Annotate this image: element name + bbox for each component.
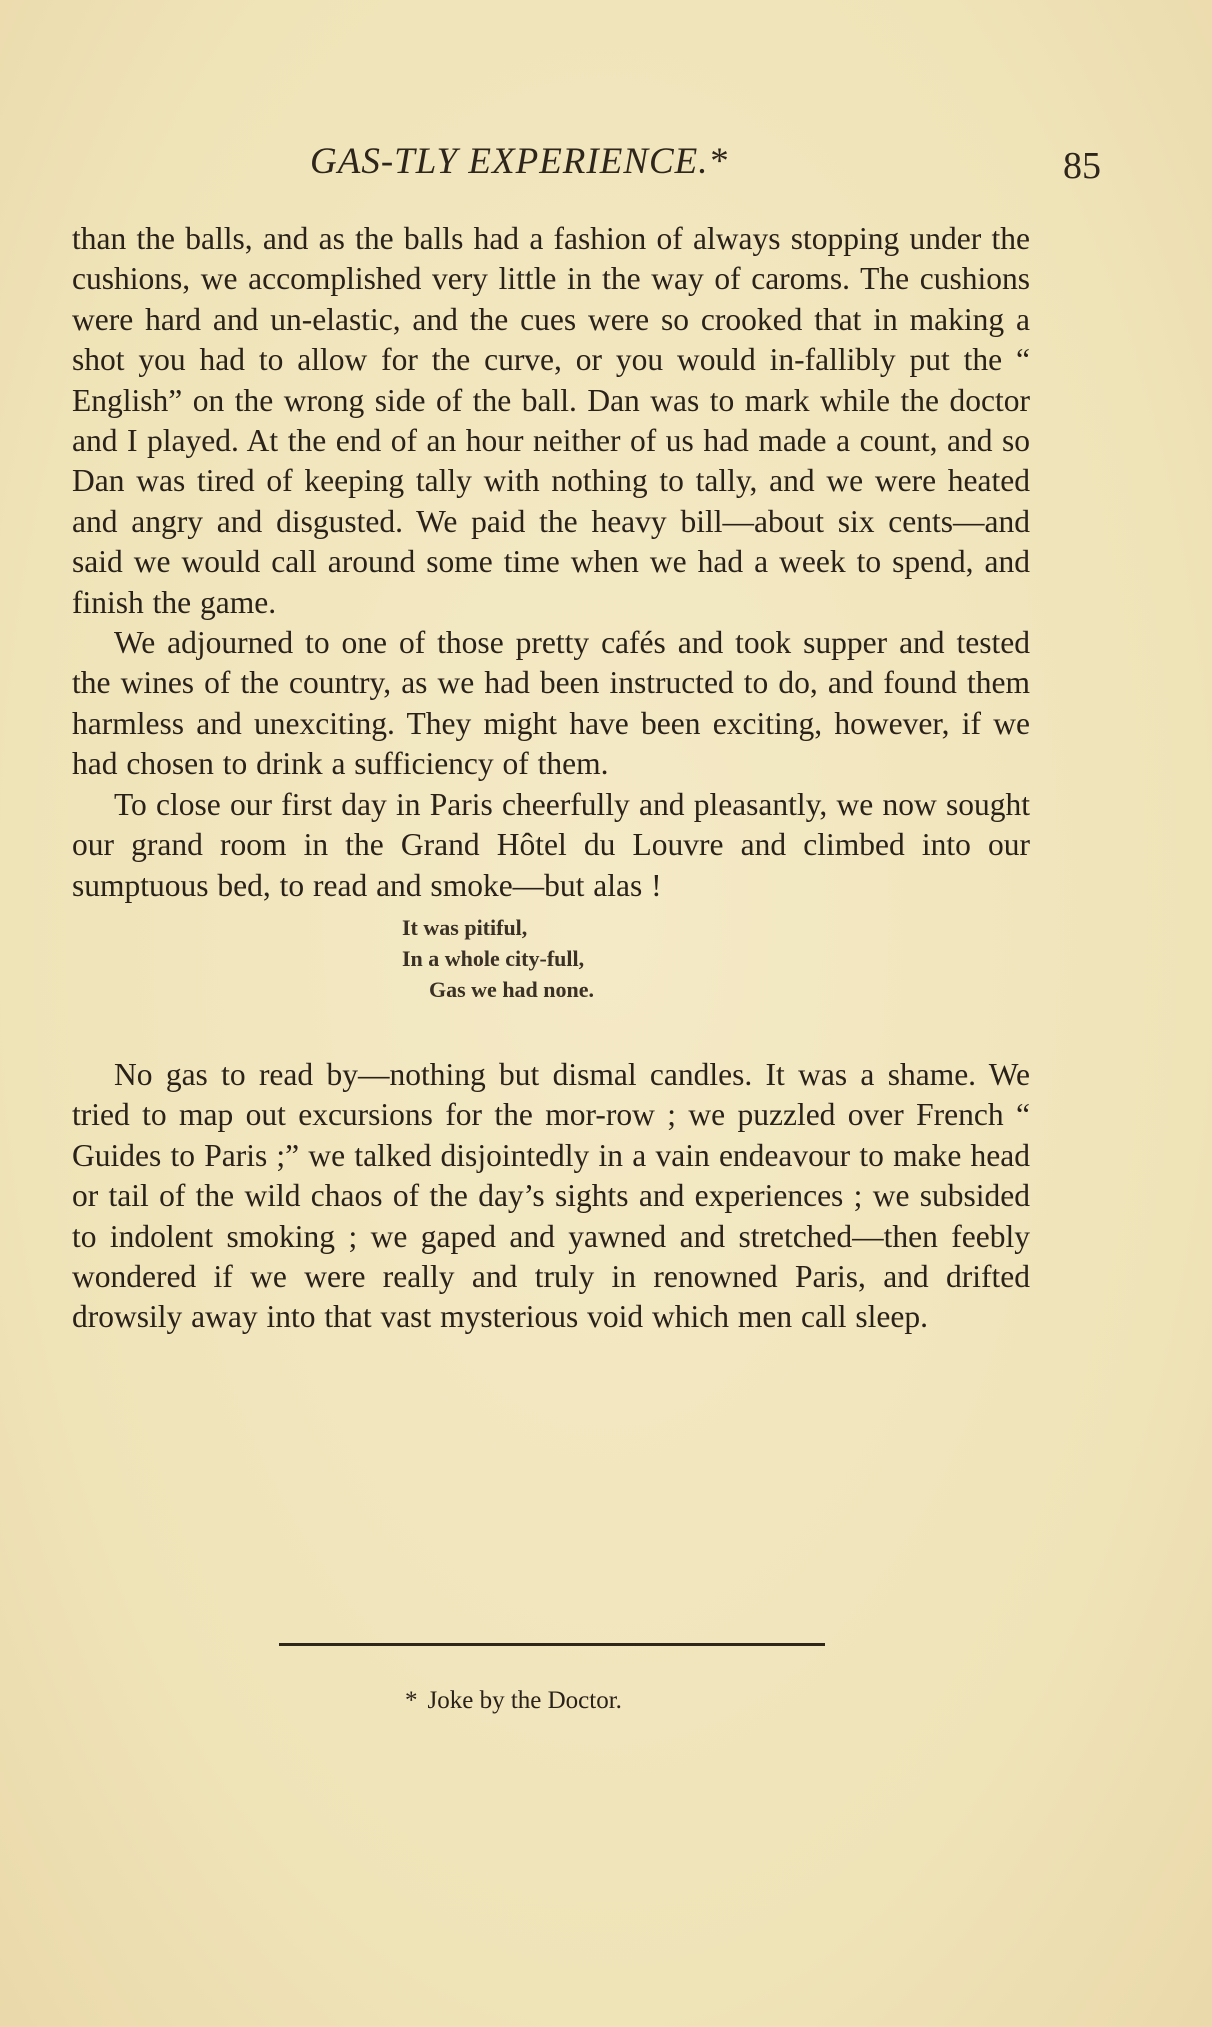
footnote-marker: * [405, 1687, 418, 1714]
page-header [0, 140, 1212, 190]
footnote-divider [279, 1643, 825, 1646]
paragraph-hotel: To close our first day in Paris cheerfully and pleasantly, we now sought our grand room in the Grand Hôtel du Louvre and climbed into our sumptuous bed, to read and smoke—but alas ! [72, 786, 1030, 903]
running-title: GAS-TLY EXPERIENCE.* [310, 141, 729, 182]
footnote [405, 1687, 622, 1715]
verse-line: Gas we had none. [429, 976, 595, 1002]
paragraph-billiards: than the balls, and as the balls had a fashion of always stopping under the cushions, we accomplished very little in the way of caroms. The cushions were hard and un-elastic, and the cues were so crooked that in making a shot you had to allow for the curve, or you would in-fallibly put the “ English” on the wrong side of the ball. Dan was to mark while the doctor and I played. At the end of an hour neither of us had made a count, and so Dan was tired of keeping tally with nothing to tally, and we were heated and angry and disgusted. We paid the heavy bill—about six cents—and said we would call around some time when we had a week to spend, and finish the game. [72, 221, 1030, 620]
page-number: 85 [1063, 145, 1101, 187]
verse-line: In a whole city-full, [402, 945, 585, 971]
paragraph-no-gas: No gas to read by—nothing but dismal candles. It was a shame. We tried to map out excursions for the mor-row ; we puzzled over French “ Guides to Paris ;” we talked disjointedly in a vain endeavour to make head or tail of the wild chaos of the day’s sights and experiences ; we subsided to indolent smoking ; we gaped and yawned and stretched—then feebly wondered if we were really and truly in renowned Paris, and drifted drowsily away into that vast mysterious void which men call sleep. [72, 1056, 1030, 1335]
footnote-text: Joke by the Doctor. [427, 1687, 622, 1714]
verse [402, 912, 1030, 1005]
verse-line: It was pitiful, [402, 914, 528, 940]
body-text [72, 219, 1030, 1338]
paragraph-cafe: We adjourned to one of those pretty cafés and took supper and tested the wines of the country, as we had been instructed to do, and found them harmless and unexciting. They might have been exciting, however, if we had chosen to drink a sufficiency of them. [72, 625, 1030, 782]
